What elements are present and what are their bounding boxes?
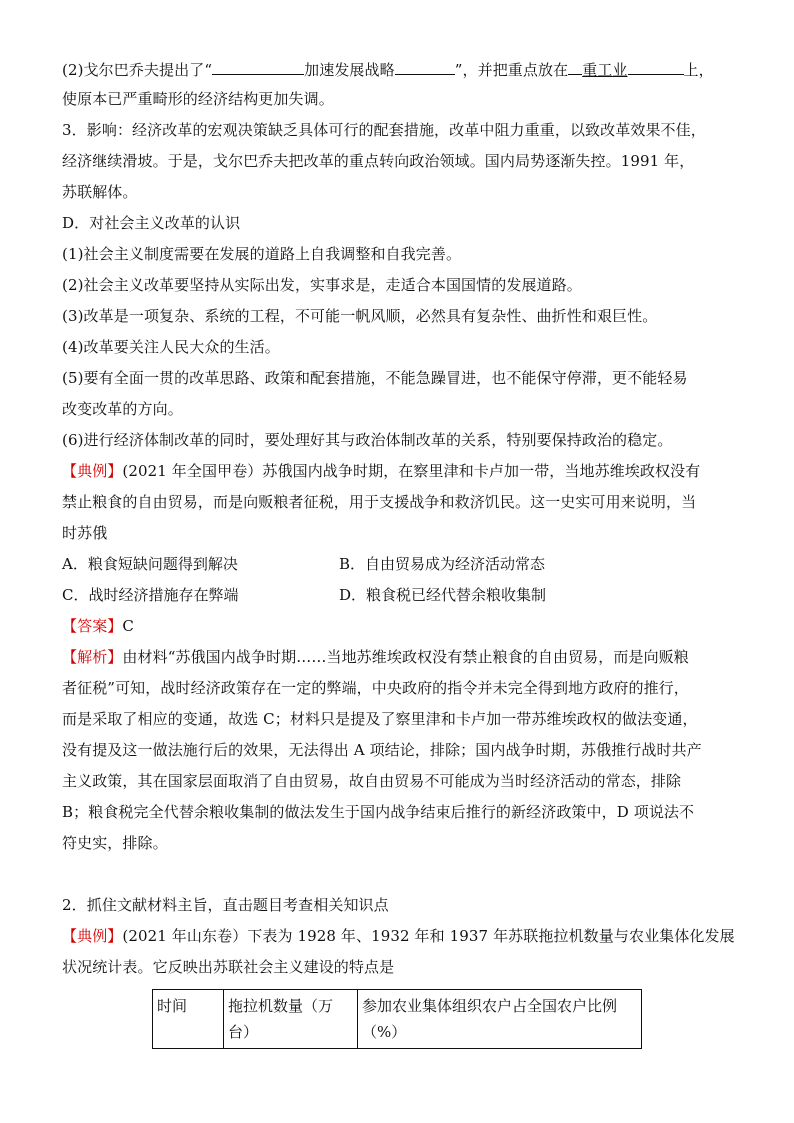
option-a: A．粮食短缺问题得到解决 xyxy=(62,555,238,573)
line-10: (4)改革要关注人民大众的生活。 xyxy=(62,338,280,356)
statistics-table xyxy=(152,989,642,1049)
line-8: (2)社会主义改革要坚持从实际出发，实事求是，走适合本国国情的发展道路。 xyxy=(62,276,582,294)
line-2: 使原本已严重畸形的经济结构更加失调。 xyxy=(62,90,334,108)
line-13: (6)进行经济体制改革的同时，要处理好其与政治体制改革的关系，特别要保持政治的稳定。 xyxy=(62,431,673,449)
example-1-line-3: 时苏俄 xyxy=(62,524,108,542)
underlined-answer: 重工业 xyxy=(582,61,628,79)
table-header-cell: 拖拉机数量（万台） xyxy=(224,990,358,1049)
text-segment: (2)戈尔巴乔夫提出了“ xyxy=(62,61,213,79)
table-header-row xyxy=(153,990,642,1049)
line-1 xyxy=(62,58,752,80)
analysis-line-4: 没有提及这一做法施行后的效果，无法得出 A 项结论，排除；国内战争时期，苏俄推行战时共产 xyxy=(62,741,702,759)
section-heading-2: 2．抓住文献材料主旨，直击题目考查相关知识点 xyxy=(62,896,389,914)
analysis-line-6: B；粮食税完全代替余粮收集制的做法发生于国内战争结束后推行的新经济政策中，D 项说法不 xyxy=(62,803,695,821)
line-5: 苏联解体。 xyxy=(62,183,138,201)
example-1-line-1 xyxy=(62,461,752,481)
fill-blank xyxy=(212,58,304,75)
analysis-line-1 xyxy=(62,647,752,667)
example-2-line-1 xyxy=(62,926,752,946)
answer-line xyxy=(62,616,752,636)
text-segment: ”，并把重点放在 xyxy=(454,61,569,79)
line-11: (5)要有全面一贯的改革思路、政策和配套措施，不能急躁冒进，也不能保守停滞，更不能轻易 xyxy=(62,369,688,387)
example-tag: 【典例】 xyxy=(62,462,123,480)
line-7: (1)社会主义制度需要在发展的道路上自我调整和自我完善。 xyxy=(62,245,462,263)
line-9: (3)改革是一项复杂、系统的工程，不可能一帆风顺，必然具有复杂性、曲折性和艰巨性。 xyxy=(62,307,658,325)
line-3: 3．影响：经济改革的宏观决策缺乏具体可行的配套措施，改革中阻力重重，以致改革效果不佳， xyxy=(62,121,706,139)
answer-value: C xyxy=(122,617,134,635)
text-segment: 上， xyxy=(683,61,714,79)
analysis-line-5: 主义政策，其在国家层面取消了自由贸易，故自由贸易不可能成为当时经济活动的常态，排除 xyxy=(62,772,682,790)
text-segment: (2021 年全国甲卷）苏俄国内战争时期，在察里津和卡卢加一带，当地苏维埃政权没有 xyxy=(122,462,701,480)
fill-blank xyxy=(628,58,684,75)
example-tag: 【典例】 xyxy=(62,927,123,945)
section-heading-d: D．对社会主义改革的认识 xyxy=(62,214,241,232)
option-d: D．粮食税已经代替余粮收集制 xyxy=(339,586,547,604)
line-12: 改变改革的方向。 xyxy=(62,400,183,418)
example-2-line-2: 状况统计表。它反映出苏联社会主义建设的特点是 xyxy=(62,958,395,976)
line-4: 经济继续滑坡。于是，戈尔巴乔夫把改革的重点转向政治领域。国内局势逐渐失控。1991 年， xyxy=(62,152,695,170)
option-c: C．战时经济措施存在弊端 xyxy=(62,586,239,604)
analysis-line-2: 者征税”可知，战时经济政策存在一定的弊端，中央政府的指令并未完全得到地方政府的推行， xyxy=(62,679,689,697)
option-b: B．自由贸易成为经济活动常态 xyxy=(339,555,546,573)
answer-tag: 【答案】 xyxy=(62,617,123,635)
fill-blank xyxy=(568,58,582,75)
text-segment: (2021 年山东卷）下表为 1928 年、1932 年和 1937 年苏联拖拉机数量与农业集体化发展 xyxy=(122,927,735,945)
text-segment: 由材料“苏俄国内战争时期……当地苏维埃政权没有禁止粮食的自由贸易，而是向贩粮 xyxy=(122,648,689,666)
analysis-tag: 【解析】 xyxy=(62,648,123,666)
text-segment: 加速发展战略 xyxy=(304,61,395,79)
example-1-line-2: 禁止粮食的自由贸易，而是向贩粮者征税，用于支援战争和救济饥民。这一史实可用来说明，当 xyxy=(62,493,697,511)
analysis-line-7: 符史实，排除。 xyxy=(62,834,168,852)
table-header-cell: 参加农业集体组织农户占全国农户比例（%） xyxy=(358,990,642,1049)
analysis-line-3: 而是采取了相应的变通，故选 C；材料只是提及了察里津和卡卢加一带苏维埃政权的做法变通， xyxy=(62,710,698,728)
table-header-cell: 时间 xyxy=(153,990,224,1049)
fill-blank xyxy=(395,58,455,75)
